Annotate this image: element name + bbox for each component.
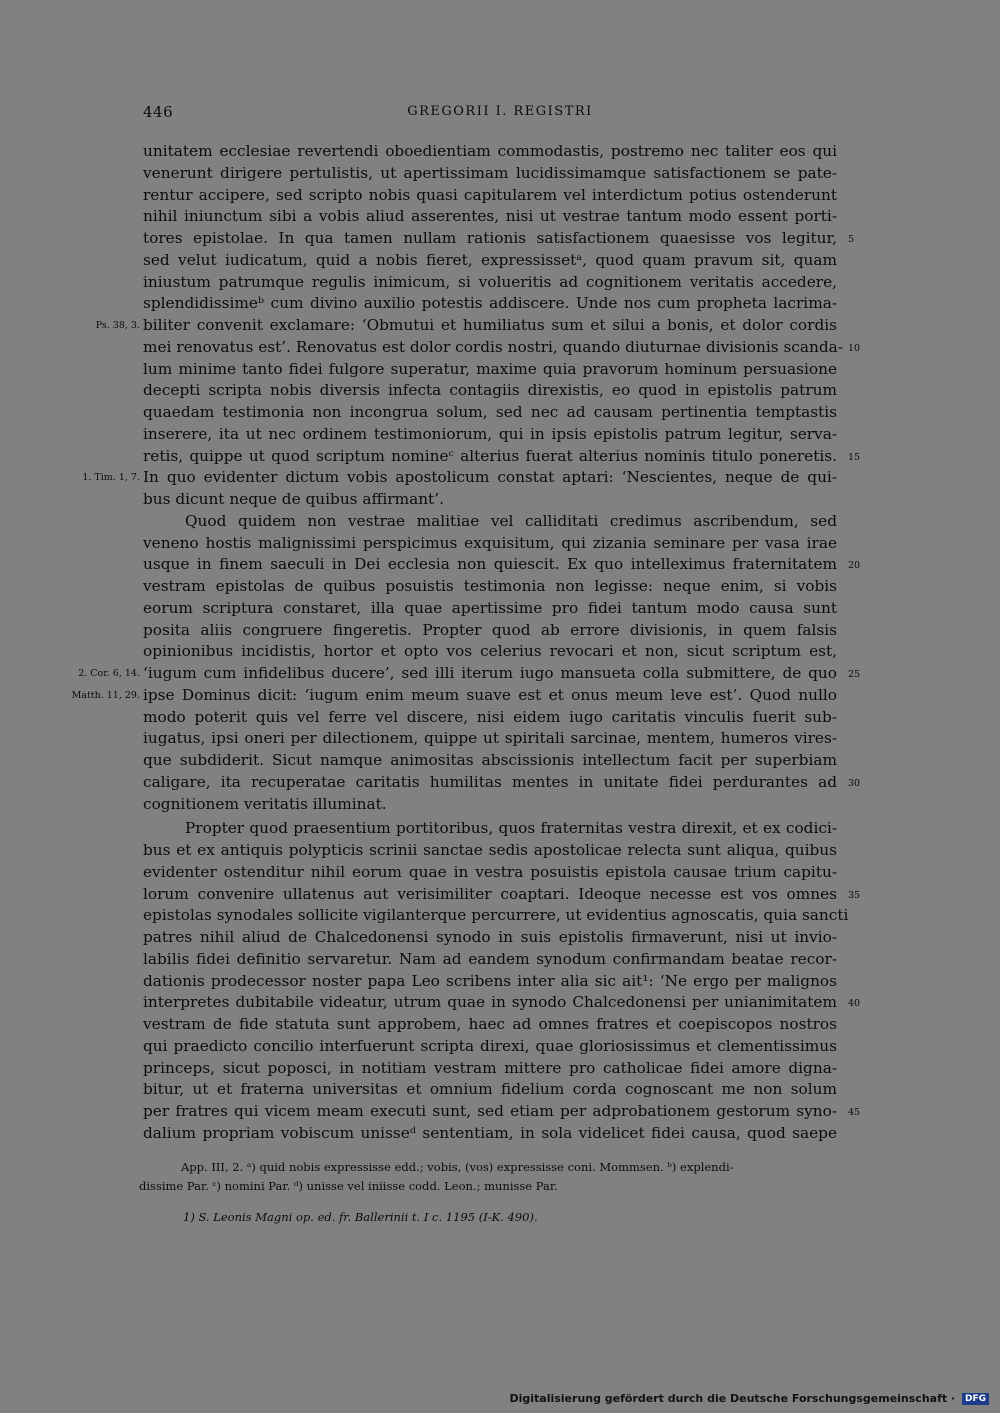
- line-text: Propter quod praesentium portitoribus, quos fraternitas vestra direxit, et ex codici-: [185, 819, 837, 838]
- marginal-citation: Ps. 38, 3.: [95, 320, 140, 331]
- text-line: [143, 1036, 837, 1058]
- line-text: vestram de fide statuta sunt approbem, haec ad omnes fratres et coepiscopos nostros: [143, 1015, 837, 1033]
- text-line: [143, 992, 861, 1014]
- marginal-citation: Matth. 11, 29.: [71, 689, 140, 701]
- line-text: evidenter ostenditur nihil eorum quae in vestra posuistis epistola causae trium capitu-: [143, 862, 837, 881]
- running-title: GREGORII I. REGISTRI: [407, 104, 593, 119]
- line-text: iugatus, ipsi oneri per dilectionem, quippe ut spiritali sarcinae, mentem, humeros vires-: [143, 729, 837, 748]
- line-text: splendidissimeᵇ cum divino auxilio potestis addiscere. Unde nos cum propheta lacrima-: [143, 294, 837, 313]
- line-text: usque in finem saeculi in Dei ecclesia non quiescit. Ex quo intelleximus fraternitatem: [143, 555, 837, 574]
- line-number: 25: [848, 669, 861, 680]
- text-line: [143, 840, 837, 862]
- dfg-logo-icon: DFG: [962, 1393, 989, 1405]
- text-line: [143, 141, 837, 163]
- line-text: veneno hostis malignissimi perspicimus exquisitum, qui zizania seminare per vasa irae: [143, 533, 837, 552]
- line-text: labilis fidei definitio servaretur. Nam ad eandem synodum confirmandam beatae recor-: [143, 949, 837, 968]
- text-line: [143, 228, 855, 250]
- text-line: [143, 1058, 837, 1080]
- line-text: bus dicunt neque de quibus affirmant’.: [143, 490, 444, 508]
- line-number: 10: [848, 342, 861, 354]
- source-footnote: 1) S. Leonis Magni op. ed. fr. Ballerinii t. I c. 1195 (I-K. 490).: [183, 1210, 538, 1224]
- marginal-citation: 1. Tim. 1, 7.: [82, 472, 140, 484]
- line-text: rentur accipere, sed scripto nobis quasi capitularem vel interdictum potius ostenderunt: [143, 185, 837, 204]
- line-text: bus et ex antiquis polypticis scrinii sanctae sedis apostolicae relecta sunt aliqua, quibus: [143, 841, 837, 859]
- line-text: sed velut iudicatum, quid a nobis fieret, expressissetᵃ, quod quam pravum sit, quam: [143, 250, 837, 269]
- text-line: [143, 1079, 837, 1101]
- line-text: qui praedicto concilio interfuerunt scripta direxi, quae gloriosissimus et clementissimus: [143, 1036, 837, 1055]
- line-text: lum minime tanto fidei fulgore superatur, maxime quia pravorum hominum persuasione: [143, 359, 837, 378]
- line-text: bitur, ut et fraterna universitas et omnium fidelium corda cognoscant me non solum: [143, 1080, 837, 1099]
- line-text: tores epistolae. In qua tamen nullam rationis satisfactionem quaesisse vos legitur,: [143, 229, 837, 247]
- text-line: [143, 927, 837, 949]
- text-line: [143, 576, 837, 598]
- line-text: retis, quippe ut quod scriptum nomineᶜ alterius fuerat alterius nominis titulo poneretis.: [143, 446, 837, 465]
- line-text: ipse Dominus dicit: ‘iugum enim meum suave est et onus meum leve est’. Quod nullo: [143, 685, 837, 704]
- line-text: que subdiderit. Sicut namque animositas abscissionis intellectum facit per superbiam: [143, 751, 837, 769]
- text-line: [143, 620, 837, 642]
- line-text: cognitionem veritatis illuminat.: [143, 794, 387, 813]
- line-text: unitatem ecclesiae revertendi oboedientiam commodastis, postremo nec taliter eos qui: [143, 142, 837, 160]
- text-line: [143, 511, 837, 533]
- line-number: 35: [848, 889, 861, 901]
- marginal-citation: 2. Cor. 6, 14.: [78, 668, 140, 679]
- critical-apparatus: [139, 1158, 839, 1195]
- line-number: 15: [848, 451, 861, 463]
- text-line: [143, 489, 837, 511]
- text-line: [143, 641, 837, 663]
- line-text: inserere, ita ut nec ordinem testimoniorum, qui in ipsis epistolis patrum legitur, serva-: [143, 424, 837, 443]
- line-number: 5: [848, 234, 855, 245]
- line-text: nihil iniunctum sibi a vobis aliud asserentes, nisi ut vestrae tantum modo essent porti-: [143, 207, 837, 226]
- line-number: 45: [848, 1107, 861, 1118]
- line-text: princeps, sicut poposci, in notitiam vestram mittere pro catholicae fidei amore digna-: [143, 1058, 837, 1077]
- line-text: modo poterit quis vel ferre vel discere, nisi eidem iugo caritatis vinculis fuerit sub-: [143, 707, 837, 726]
- text-line: [143, 598, 837, 620]
- line-text: dalium propriam vobiscum unisseᵈ sententiam, in sola videlicet fidei causa, quod saepe: [143, 1123, 837, 1142]
- text-line: [71, 685, 837, 707]
- line-text: eorum scriptura constaret, illa quae apertissime pro fidei tantum modo causa sunt: [143, 598, 837, 617]
- text-line: [143, 1014, 837, 1036]
- text-line: [143, 949, 837, 971]
- line-number: 20: [848, 560, 861, 572]
- text-line: [82, 467, 837, 489]
- text-line: [143, 446, 861, 468]
- text-line: [143, 380, 837, 402]
- text-line: [143, 359, 837, 381]
- text-line: [143, 818, 837, 840]
- line-text: In quo evidenter dictum vobis apostolicum constat aptari: ‘Nescientes, neque de qui-: [143, 468, 837, 487]
- text-line: [143, 206, 837, 228]
- text-line: [143, 750, 837, 772]
- line-text: decepti scripta nobis diversis infecta contagiis direxistis, eo quod in epistolis patrum: [143, 381, 837, 400]
- funding-credit[interactable]: [509, 1392, 989, 1405]
- line-text: dationis prodecessor noster papa Leo scribens inter alia sic ait¹: ‘Ne ergo per malignos: [143, 971, 837, 990]
- text-line: [143, 163, 837, 185]
- footnote-line: App. III, 2. ᵃ) quid nobis expressisse edd.; vobis, (vos) expressisse coni. Mommsen. ᵇ) explendi-: [181, 1160, 734, 1174]
- text-line: [143, 707, 837, 729]
- funding-text: Digitalisierung gefördert durch die Deutsche Forschungsgemeinschaft ·: [509, 1392, 956, 1405]
- line-text: epistolas synodales sollicite vigilanterque percurrere, ut evidentius agnoscatis, quia sancti: [143, 906, 849, 925]
- text-line: [143, 293, 837, 315]
- text-line: [143, 185, 837, 207]
- line-number: 40: [848, 998, 861, 1010]
- text-line: [143, 424, 837, 446]
- text-line: [95, 315, 837, 337]
- text-line: [78, 663, 861, 685]
- text-line: [143, 728, 837, 750]
- line-text: per fratres qui vicem meam executi sunt, sed etiam per adprobationem gestorum syno-: [143, 1102, 837, 1120]
- line-text: patres nihil aliud de Chalcedonensi synodo in suis epistolis firmaverunt, nisi ut invio-: [143, 928, 837, 946]
- text-line: [143, 971, 837, 993]
- line-text: lorum convenire ullatenus aut verisimiliter coaptari. Ideoque necesse est vos omnes: [143, 884, 837, 903]
- line-number: 30: [848, 777, 861, 789]
- text-line: [143, 533, 837, 555]
- text-line: [143, 794, 837, 816]
- text-line: [143, 1123, 837, 1145]
- line-text: interpretes dubitabile videatur, utrum quae in synodo Chalcedonensi per unianimitatem: [143, 993, 837, 1012]
- body-text: [71, 141, 861, 1145]
- line-text: mei renovatus est’. Renovatus est dolor cordis nostri, quando diuturnae divisionis scanda-: [143, 337, 843, 356]
- line-text: biliter convenit exclamare: ‘Obmutui et humiliatus sum et silui a bonis, et dolor cordis: [143, 316, 837, 334]
- line-text: iniustum patrumque regulis inimicum, si volueritis ad cognitionem veritatis accedere,: [143, 272, 837, 291]
- line-text: caligare, ita recuperatae caritatis humilitas mentes in unitate fidei perdurantes ad: [143, 772, 837, 791]
- text-line: [143, 250, 837, 272]
- footer-bar: [0, 1383, 1000, 1413]
- page-number: 446: [143, 103, 174, 121]
- line-text: posita aliis congruere fingeretis. Propter quod ab errore divisionis, in quem falsis: [143, 620, 837, 639]
- text-line: [143, 905, 849, 927]
- text-line: [143, 272, 837, 294]
- text-line: [143, 402, 837, 424]
- line-text: venerunt dirigere pertulistis, ut apertissimam lucidissimamque satisfactionem se pate-: [143, 163, 837, 182]
- text-line: [143, 1101, 861, 1123]
- text-line: [143, 772, 861, 794]
- line-text: quaedam testimonia non incongrua solum, sed nec ad causam pertinentia temptastis: [143, 403, 837, 421]
- line-text: opinionibus incidistis, hortor et opto vos celerius revocari et non, sicut scriptum est,: [143, 642, 837, 661]
- text-line: [143, 337, 861, 359]
- line-text: vestram epistolas de quibus posuistis testimonia non legisse: neque enim, si vobis: [143, 577, 837, 595]
- footnote-line: dissime Par. ᶜ) nomini Par. ᵈ) unisse vel iniisse codd. Leon.; munisse Par.: [139, 1178, 558, 1193]
- text-line: [143, 554, 861, 576]
- text-line: [143, 862, 837, 884]
- text-line: [143, 884, 861, 906]
- line-text: Quod quidem non vestrae malitiae vel calliditati credimus ascribendum, sed: [185, 511, 837, 530]
- line-text: ‘iugum cum infidelibus ducere’, sed illi iterum iugo mansueta colla submittere, de quo: [143, 664, 837, 682]
